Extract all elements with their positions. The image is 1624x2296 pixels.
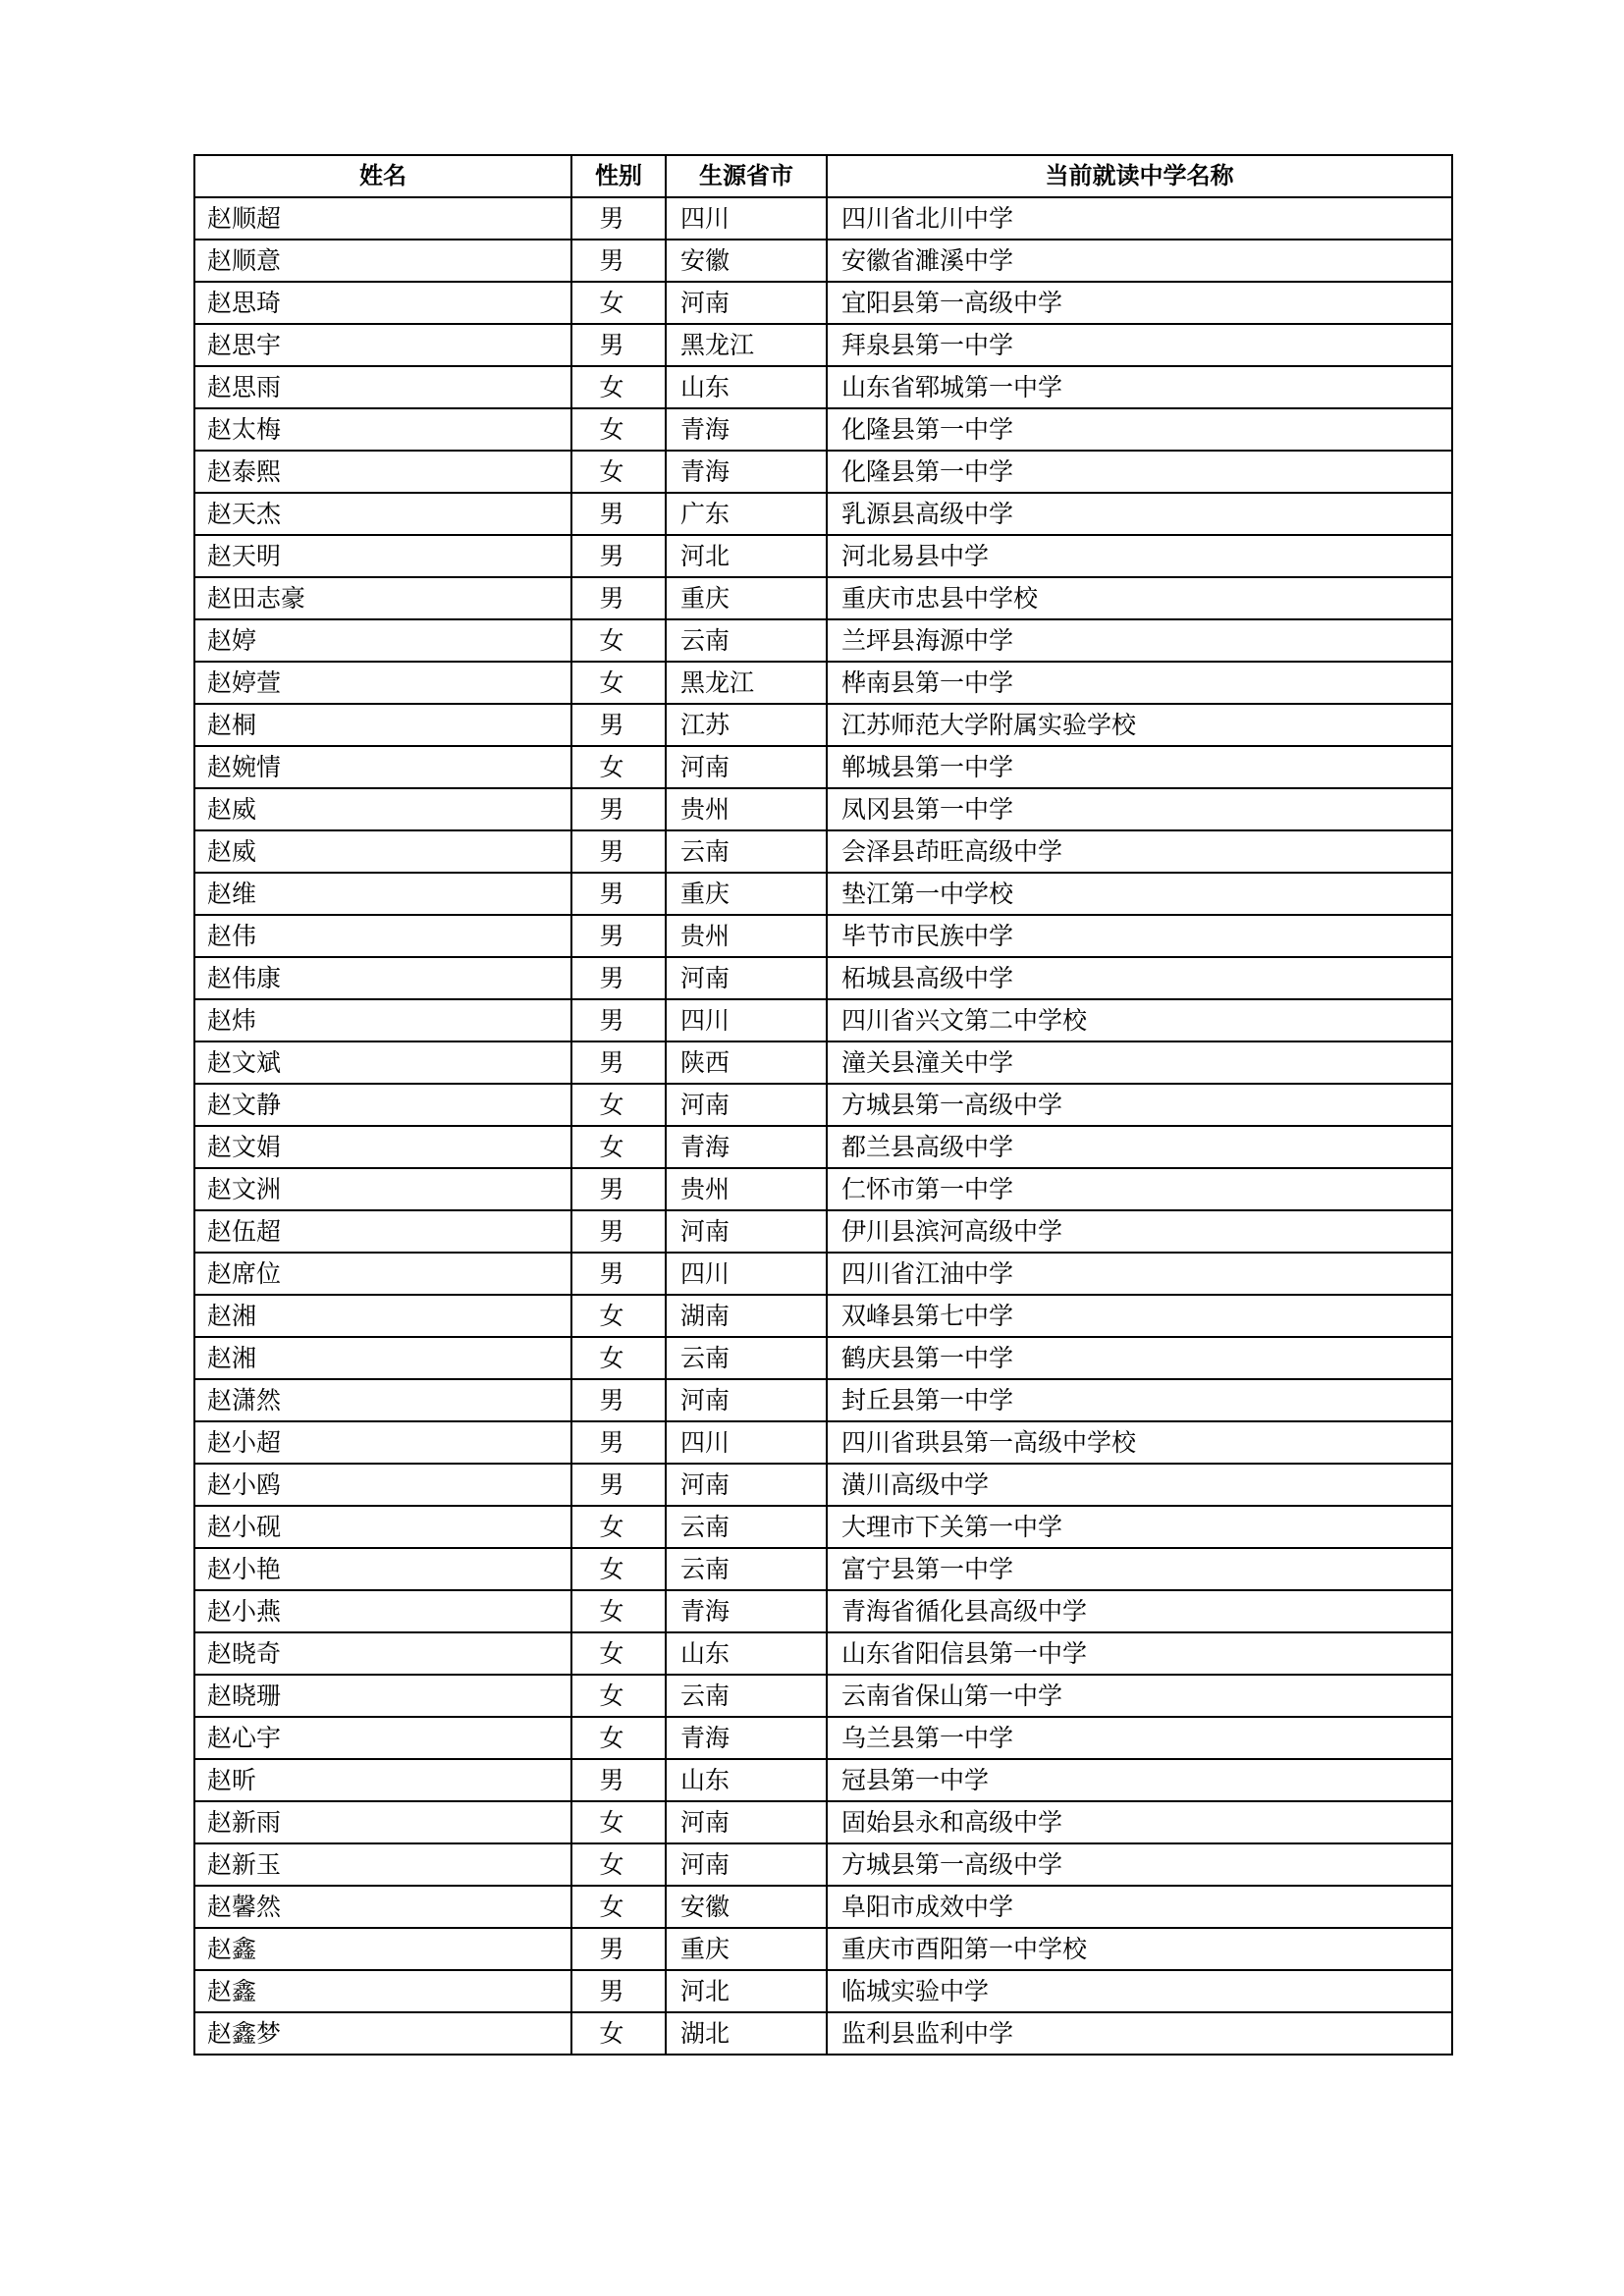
cell-school: 兰坪县海源中学 <box>827 619 1452 662</box>
cell-province: 安徽 <box>666 1886 827 1928</box>
cell-school: 乳源县高级中学 <box>827 493 1452 535</box>
cell-province: 贵州 <box>666 915 827 957</box>
cell-name: 赵文斌 <box>194 1041 571 1084</box>
cell-name: 赵婷 <box>194 619 571 662</box>
cell-name: 赵炜 <box>194 999 571 1041</box>
cell-school: 垫江第一中学校 <box>827 873 1452 915</box>
table-row <box>194 366 1452 408</box>
cell-school: 冠县第一中学 <box>827 1759 1452 1801</box>
column-header-province: 生源省市 <box>666 155 827 197</box>
cell-name: 赵馨然 <box>194 1886 571 1928</box>
cell-school: 重庆市忠县中学校 <box>827 577 1452 619</box>
cell-school: 双峰县第七中学 <box>827 1295 1452 1337</box>
cell-province: 湖南 <box>666 1295 827 1337</box>
cell-province: 山东 <box>666 1759 827 1801</box>
cell-name: 赵文洲 <box>194 1168 571 1210</box>
cell-name: 赵思宇 <box>194 324 571 366</box>
cell-name: 赵伟 <box>194 915 571 957</box>
cell-school: 江苏师范大学附属实验学校 <box>827 704 1452 746</box>
cell-gender: 男 <box>571 1210 666 1253</box>
cell-province: 河南 <box>666 282 827 324</box>
table-row <box>194 408 1452 451</box>
cell-school: 拜泉县第一中学 <box>827 324 1452 366</box>
table-row <box>194 1632 1452 1675</box>
cell-school: 安徽省濉溪中学 <box>827 240 1452 282</box>
column-header-gender: 性别 <box>571 155 666 197</box>
cell-school: 云南省保山第一中学 <box>827 1675 1452 1717</box>
table-row <box>194 662 1452 704</box>
cell-name: 赵泰熙 <box>194 451 571 493</box>
cell-name: 赵小艳 <box>194 1548 571 1590</box>
cell-name: 赵小砚 <box>194 1506 571 1548</box>
table-row <box>194 1590 1452 1632</box>
table-row <box>194 1675 1452 1717</box>
cell-gender: 男 <box>571 577 666 619</box>
cell-school: 伊川县滨河高级中学 <box>827 1210 1452 1253</box>
cell-name: 赵晓奇 <box>194 1632 571 1675</box>
table-row <box>194 746 1452 788</box>
cell-province: 重庆 <box>666 873 827 915</box>
cell-school: 毕节市民族中学 <box>827 915 1452 957</box>
cell-gender: 女 <box>571 1717 666 1759</box>
table-row <box>194 1843 1452 1886</box>
cell-gender: 男 <box>571 1759 666 1801</box>
cell-gender: 男 <box>571 197 666 240</box>
cell-school: 乌兰县第一中学 <box>827 1717 1452 1759</box>
cell-gender: 男 <box>571 830 666 873</box>
cell-gender: 男 <box>571 493 666 535</box>
cell-school: 重庆市酉阳第一中学校 <box>827 1928 1452 1970</box>
cell-name: 赵潇然 <box>194 1379 571 1421</box>
cell-province: 重庆 <box>666 577 827 619</box>
cell-name: 赵婷萱 <box>194 662 571 704</box>
cell-gender: 男 <box>571 1168 666 1210</box>
cell-gender: 女 <box>571 2012 666 2055</box>
cell-school: 仁怀市第一中学 <box>827 1168 1452 1210</box>
cell-province: 重庆 <box>666 1928 827 1970</box>
cell-school: 凤冈县第一中学 <box>827 788 1452 830</box>
cell-gender: 女 <box>571 1632 666 1675</box>
cell-name: 赵席位 <box>194 1253 571 1295</box>
cell-gender: 男 <box>571 240 666 282</box>
cell-province: 云南 <box>666 1506 827 1548</box>
table-row <box>194 1464 1452 1506</box>
cell-name: 赵桐 <box>194 704 571 746</box>
table-row <box>194 282 1452 324</box>
cell-province: 青海 <box>666 451 827 493</box>
table-row <box>194 535 1452 577</box>
cell-name: 赵婉情 <box>194 746 571 788</box>
cell-school: 宜阳县第一高级中学 <box>827 282 1452 324</box>
cell-province: 安徽 <box>666 240 827 282</box>
cell-school: 阜阳市成效中学 <box>827 1886 1452 1928</box>
cell-name: 赵田志豪 <box>194 577 571 619</box>
table-row <box>194 240 1452 282</box>
cell-gender: 男 <box>571 1041 666 1084</box>
table-row <box>194 1295 1452 1337</box>
cell-gender: 女 <box>571 1295 666 1337</box>
cell-name: 赵湘 <box>194 1295 571 1337</box>
cell-school: 会泽县茚旺高级中学 <box>827 830 1452 873</box>
cell-province: 贵州 <box>666 788 827 830</box>
cell-name: 赵新雨 <box>194 1801 571 1843</box>
cell-province: 云南 <box>666 830 827 873</box>
table-row <box>194 2012 1452 2055</box>
table-row <box>194 619 1452 662</box>
table-row <box>194 1928 1452 1970</box>
cell-school: 四川省珙县第一高级中学校 <box>827 1421 1452 1464</box>
cell-province: 云南 <box>666 1337 827 1379</box>
table-row <box>194 1253 1452 1295</box>
cell-name: 赵鑫 <box>194 1970 571 2012</box>
cell-school: 化隆县第一中学 <box>827 451 1452 493</box>
cell-gender: 女 <box>571 1084 666 1126</box>
cell-province: 贵州 <box>666 1168 827 1210</box>
cell-province: 河南 <box>666 1379 827 1421</box>
cell-school: 潼关县潼关中学 <box>827 1041 1452 1084</box>
cell-province: 陕西 <box>666 1041 827 1084</box>
cell-gender: 女 <box>571 1506 666 1548</box>
cell-gender: 女 <box>571 1590 666 1632</box>
cell-school: 四川省北川中学 <box>827 197 1452 240</box>
cell-province: 河南 <box>666 746 827 788</box>
cell-province: 青海 <box>666 1717 827 1759</box>
cell-school: 青海省循化县高级中学 <box>827 1590 1452 1632</box>
table-header-row <box>194 155 1452 197</box>
table-row <box>194 1886 1452 1928</box>
cell-province: 河南 <box>666 1084 827 1126</box>
table-row <box>194 493 1452 535</box>
table-row <box>194 1421 1452 1464</box>
cell-school: 潢川高级中学 <box>827 1464 1452 1506</box>
cell-province: 河南 <box>666 957 827 999</box>
cell-province: 青海 <box>666 408 827 451</box>
cell-name: 赵湘 <box>194 1337 571 1379</box>
cell-gender: 女 <box>571 1801 666 1843</box>
cell-gender: 男 <box>571 704 666 746</box>
cell-name: 赵思雨 <box>194 366 571 408</box>
table-row <box>194 1759 1452 1801</box>
cell-school: 富宁县第一中学 <box>827 1548 1452 1590</box>
cell-school: 临城实验中学 <box>827 1970 1452 2012</box>
cell-school: 大理市下关第一中学 <box>827 1506 1452 1548</box>
cell-province: 青海 <box>666 1126 827 1168</box>
cell-name: 赵伍超 <box>194 1210 571 1253</box>
cell-gender: 女 <box>571 282 666 324</box>
cell-province: 四川 <box>666 1421 827 1464</box>
cell-province: 四川 <box>666 999 827 1041</box>
cell-province: 青海 <box>666 1590 827 1632</box>
cell-gender: 男 <box>571 1464 666 1506</box>
table-row <box>194 1168 1452 1210</box>
cell-province: 云南 <box>666 1548 827 1590</box>
table-row <box>194 1379 1452 1421</box>
cell-gender: 女 <box>571 451 666 493</box>
table-row <box>194 788 1452 830</box>
table-row <box>194 1084 1452 1126</box>
table-body <box>194 197 1452 2055</box>
cell-school: 固始县永和高级中学 <box>827 1801 1452 1843</box>
cell-province: 河南 <box>666 1464 827 1506</box>
cell-name: 赵小超 <box>194 1421 571 1464</box>
table-row <box>194 704 1452 746</box>
table-row <box>194 1337 1452 1379</box>
cell-name: 赵小鸥 <box>194 1464 571 1506</box>
table-row <box>194 324 1452 366</box>
table-row <box>194 1717 1452 1759</box>
cell-gender: 男 <box>571 1928 666 1970</box>
cell-gender: 女 <box>571 1675 666 1717</box>
cell-school: 监利县监利中学 <box>827 2012 1452 2055</box>
cell-gender: 男 <box>571 535 666 577</box>
cell-gender: 男 <box>571 873 666 915</box>
cell-school: 封丘县第一中学 <box>827 1379 1452 1421</box>
cell-province: 江苏 <box>666 704 827 746</box>
cell-gender: 女 <box>571 619 666 662</box>
cell-school: 四川省江油中学 <box>827 1253 1452 1295</box>
table-row <box>194 1548 1452 1590</box>
cell-school: 山东省郓城第一中学 <box>827 366 1452 408</box>
table-row <box>194 999 1452 1041</box>
table-row <box>194 197 1452 240</box>
cell-name: 赵太梅 <box>194 408 571 451</box>
cell-name: 赵心宇 <box>194 1717 571 1759</box>
cell-gender: 男 <box>571 915 666 957</box>
cell-gender: 男 <box>571 957 666 999</box>
table-row <box>194 1126 1452 1168</box>
table-row <box>194 577 1452 619</box>
cell-gender: 女 <box>571 408 666 451</box>
cell-gender: 男 <box>571 1253 666 1295</box>
cell-province: 河南 <box>666 1843 827 1886</box>
cell-name: 赵天明 <box>194 535 571 577</box>
cell-name: 赵威 <box>194 788 571 830</box>
cell-name: 赵维 <box>194 873 571 915</box>
table-row <box>194 830 1452 873</box>
cell-gender: 男 <box>571 1379 666 1421</box>
table-row <box>194 1041 1452 1084</box>
table-row <box>194 1506 1452 1548</box>
cell-gender: 男 <box>571 1421 666 1464</box>
cell-name: 赵晓珊 <box>194 1675 571 1717</box>
cell-gender: 女 <box>571 1886 666 1928</box>
cell-gender: 女 <box>571 366 666 408</box>
cell-name: 赵鑫 <box>194 1928 571 1970</box>
cell-gender: 男 <box>571 324 666 366</box>
cell-name: 赵天杰 <box>194 493 571 535</box>
cell-name: 赵文静 <box>194 1084 571 1126</box>
table-row <box>194 1801 1452 1843</box>
cell-province: 云南 <box>666 619 827 662</box>
table-row <box>194 1970 1452 2012</box>
cell-school: 化隆县第一中学 <box>827 408 1452 451</box>
cell-province: 河南 <box>666 1210 827 1253</box>
cell-name: 赵伟康 <box>194 957 571 999</box>
cell-province: 广东 <box>666 493 827 535</box>
cell-gender: 男 <box>571 1970 666 2012</box>
student-roster-table <box>193 154 1453 2056</box>
cell-province: 黑龙江 <box>666 662 827 704</box>
cell-gender: 女 <box>571 1337 666 1379</box>
cell-province: 四川 <box>666 1253 827 1295</box>
table-row <box>194 915 1452 957</box>
cell-province: 黑龙江 <box>666 324 827 366</box>
cell-name: 赵顺超 <box>194 197 571 240</box>
cell-gender: 女 <box>571 1843 666 1886</box>
cell-province: 云南 <box>666 1675 827 1717</box>
cell-school: 方城县第一高级中学 <box>827 1843 1452 1886</box>
cell-gender: 女 <box>571 1548 666 1590</box>
cell-school: 鹤庆县第一中学 <box>827 1337 1452 1379</box>
table-row <box>194 1210 1452 1253</box>
cell-gender: 女 <box>571 1126 666 1168</box>
cell-province: 湖北 <box>666 2012 827 2055</box>
column-header-school: 当前就读中学名称 <box>827 155 1452 197</box>
cell-name: 赵新玉 <box>194 1843 571 1886</box>
cell-name: 赵小燕 <box>194 1590 571 1632</box>
cell-school: 都兰县高级中学 <box>827 1126 1452 1168</box>
table-row <box>194 957 1452 999</box>
cell-school: 郸城县第一中学 <box>827 746 1452 788</box>
cell-gender: 女 <box>571 746 666 788</box>
table-row <box>194 451 1452 493</box>
cell-gender: 男 <box>571 999 666 1041</box>
cell-province: 河北 <box>666 1970 827 2012</box>
cell-school: 柘城县高级中学 <box>827 957 1452 999</box>
cell-province: 河北 <box>666 535 827 577</box>
cell-school: 桦南县第一中学 <box>827 662 1452 704</box>
cell-province: 四川 <box>666 197 827 240</box>
cell-name: 赵鑫梦 <box>194 2012 571 2055</box>
cell-school: 山东省阳信县第一中学 <box>827 1632 1452 1675</box>
table-row <box>194 873 1452 915</box>
cell-gender: 女 <box>571 662 666 704</box>
cell-gender: 男 <box>571 788 666 830</box>
cell-province: 山东 <box>666 1632 827 1675</box>
cell-name: 赵文娟 <box>194 1126 571 1168</box>
cell-school: 河北易县中学 <box>827 535 1452 577</box>
cell-school: 方城县第一高级中学 <box>827 1084 1452 1126</box>
cell-name: 赵顺意 <box>194 240 571 282</box>
cell-name: 赵威 <box>194 830 571 873</box>
cell-name: 赵昕 <box>194 1759 571 1801</box>
cell-province: 山东 <box>666 366 827 408</box>
cell-name: 赵思琦 <box>194 282 571 324</box>
column-header-name: 姓名 <box>194 155 571 197</box>
cell-school: 四川省兴文第二中学校 <box>827 999 1452 1041</box>
cell-province: 河南 <box>666 1801 827 1843</box>
